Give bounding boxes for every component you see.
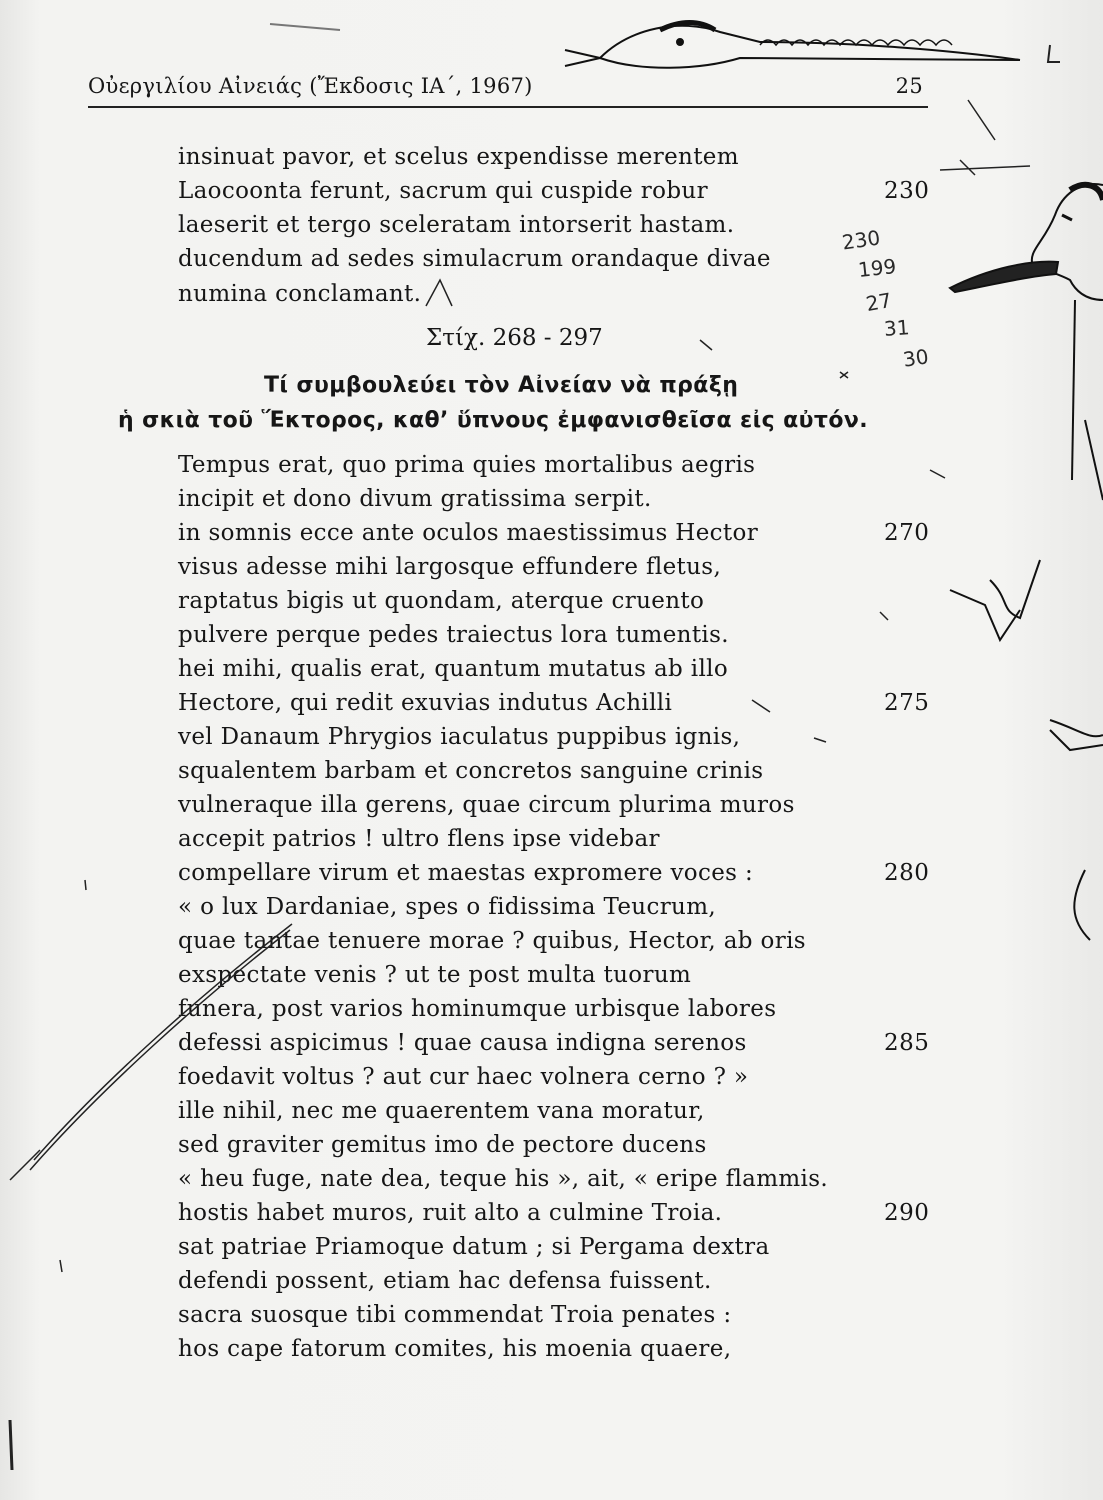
verse-line: Hectore, qui redit exuvias indutus Achilli	[178, 690, 673, 716]
verse-line: « o lux Dardaniae, spes o fidissima Teucrum,	[178, 894, 717, 920]
verse-line: hostis habet muros, ruit alto a culmine Troia.	[178, 1200, 723, 1226]
page-number: 25	[895, 74, 923, 98]
man-with-cigar-doodle-icon	[950, 184, 1103, 940]
verse-line: insinuat pavor, et scelus expendisse merentem	[178, 144, 739, 170]
verse-line: accepit patrios ! ultro flens ipse videbar	[178, 826, 660, 852]
handwritten-number: 30	[901, 344, 930, 372]
section-heading-line-2: ἡ σκιὰ τοῦ Ἕκτορος, καθ’ ὕπνους ἐμφανισθεῖσα εἰς αὐτόν.	[118, 408, 869, 433]
verse-line: sacra suosque tibi commendat Troia penates :	[178, 1302, 732, 1328]
pen-stroke-icon	[10, 924, 292, 1180]
verse-line: exspectate venis ? ut te post multa tuorum	[178, 962, 692, 988]
verse-line: defendi possent, etiam hac defensa fuissent.	[178, 1268, 712, 1294]
verse-line: vulneraque illa gerens, quae circum plurima muros	[178, 792, 795, 818]
verse-line: numina conclamant.	[178, 281, 422, 307]
verse-line: Laocoonta ferunt, sacrum qui cuspide robur	[178, 178, 708, 204]
line-number: 275	[884, 690, 930, 716]
handwritten-number: 230	[840, 225, 882, 255]
stich-range: Στίχ. 268 - 297	[426, 325, 603, 351]
fish-doodle-icon	[565, 23, 1020, 68]
verse-line: pulvere perque pedes traiectus lora tumentis.	[178, 622, 729, 648]
line-number: 230	[884, 178, 930, 204]
verse-line: quae tantae tenuere morae ? quibus, Hector, ab oris	[178, 928, 806, 954]
verse-line: in somnis ecce ante oculos maestissimus Hector	[178, 520, 759, 546]
line-number: 290	[884, 1200, 930, 1226]
verse-line: sed graviter gemitus imo de pectore ducens	[178, 1132, 707, 1158]
handwritten-number: 199	[856, 254, 898, 282]
verse-line: hei mihi, qualis erat, quantum mutatus ab illo	[178, 656, 729, 682]
verse-line: squalentem barbam et concretos sanguine crinis	[178, 758, 764, 784]
verse-line: ille nihil, nec me quaerentem vana moratur,	[178, 1098, 705, 1124]
handwritten-number: 27	[864, 287, 894, 317]
line-number: 285	[884, 1030, 930, 1056]
verse-line: ducendum ad sedes simulacrum orandaque divae	[178, 246, 771, 272]
verse-line: laeserit et tergo sceleratam intorserit hastam.	[178, 212, 735, 238]
verse-line: Tempus erat, quo prima quies mortalibus aegris	[178, 452, 756, 478]
handwritten-number: 31	[883, 315, 911, 341]
header-title: Οὐεργιλίου Αἰνειάς (Ἔκδοσις ΙΑ΄, 1967)	[88, 74, 533, 98]
verse-line: visus adesse mihi largosque effundere fletus,	[178, 554, 722, 580]
line-number: 280	[884, 860, 930, 886]
verse-line: raptatus bigis ut quondam, aterque cruento	[178, 588, 705, 614]
section-heading-line-1: Τί συμβουλεύει τὸν Αἰνείαν νὰ πράξῃ	[264, 373, 739, 398]
verse-line: incipit et dono divum gratissima serpit.	[178, 486, 652, 512]
verse-line: defessi aspicimus ! quae causa indigna serenos	[178, 1030, 747, 1056]
line-number: 270	[884, 520, 930, 546]
verse-line: « heu fuge, nate dea, teque his », ait, « eripe flammis.	[178, 1166, 829, 1192]
verse-line: vel Danaum Phrygios iaculatus puppibus ignis,	[178, 724, 741, 750]
verse-line: sat patriae Priamoque datum ; si Pergama dextra	[178, 1234, 770, 1260]
verse-line: foedavit voltus ? aut cur haec volnera cerno ? »	[178, 1064, 749, 1090]
annotation-marks-icon	[10, 100, 1030, 1470]
verse-line: hos cape fatorum comites, his moenia quaere,	[178, 1336, 732, 1362]
verse-line: funera, post varios hominumque urbisque labores	[178, 996, 777, 1022]
verse-line: compellare virum et maestas expromere voces :	[178, 860, 754, 886]
